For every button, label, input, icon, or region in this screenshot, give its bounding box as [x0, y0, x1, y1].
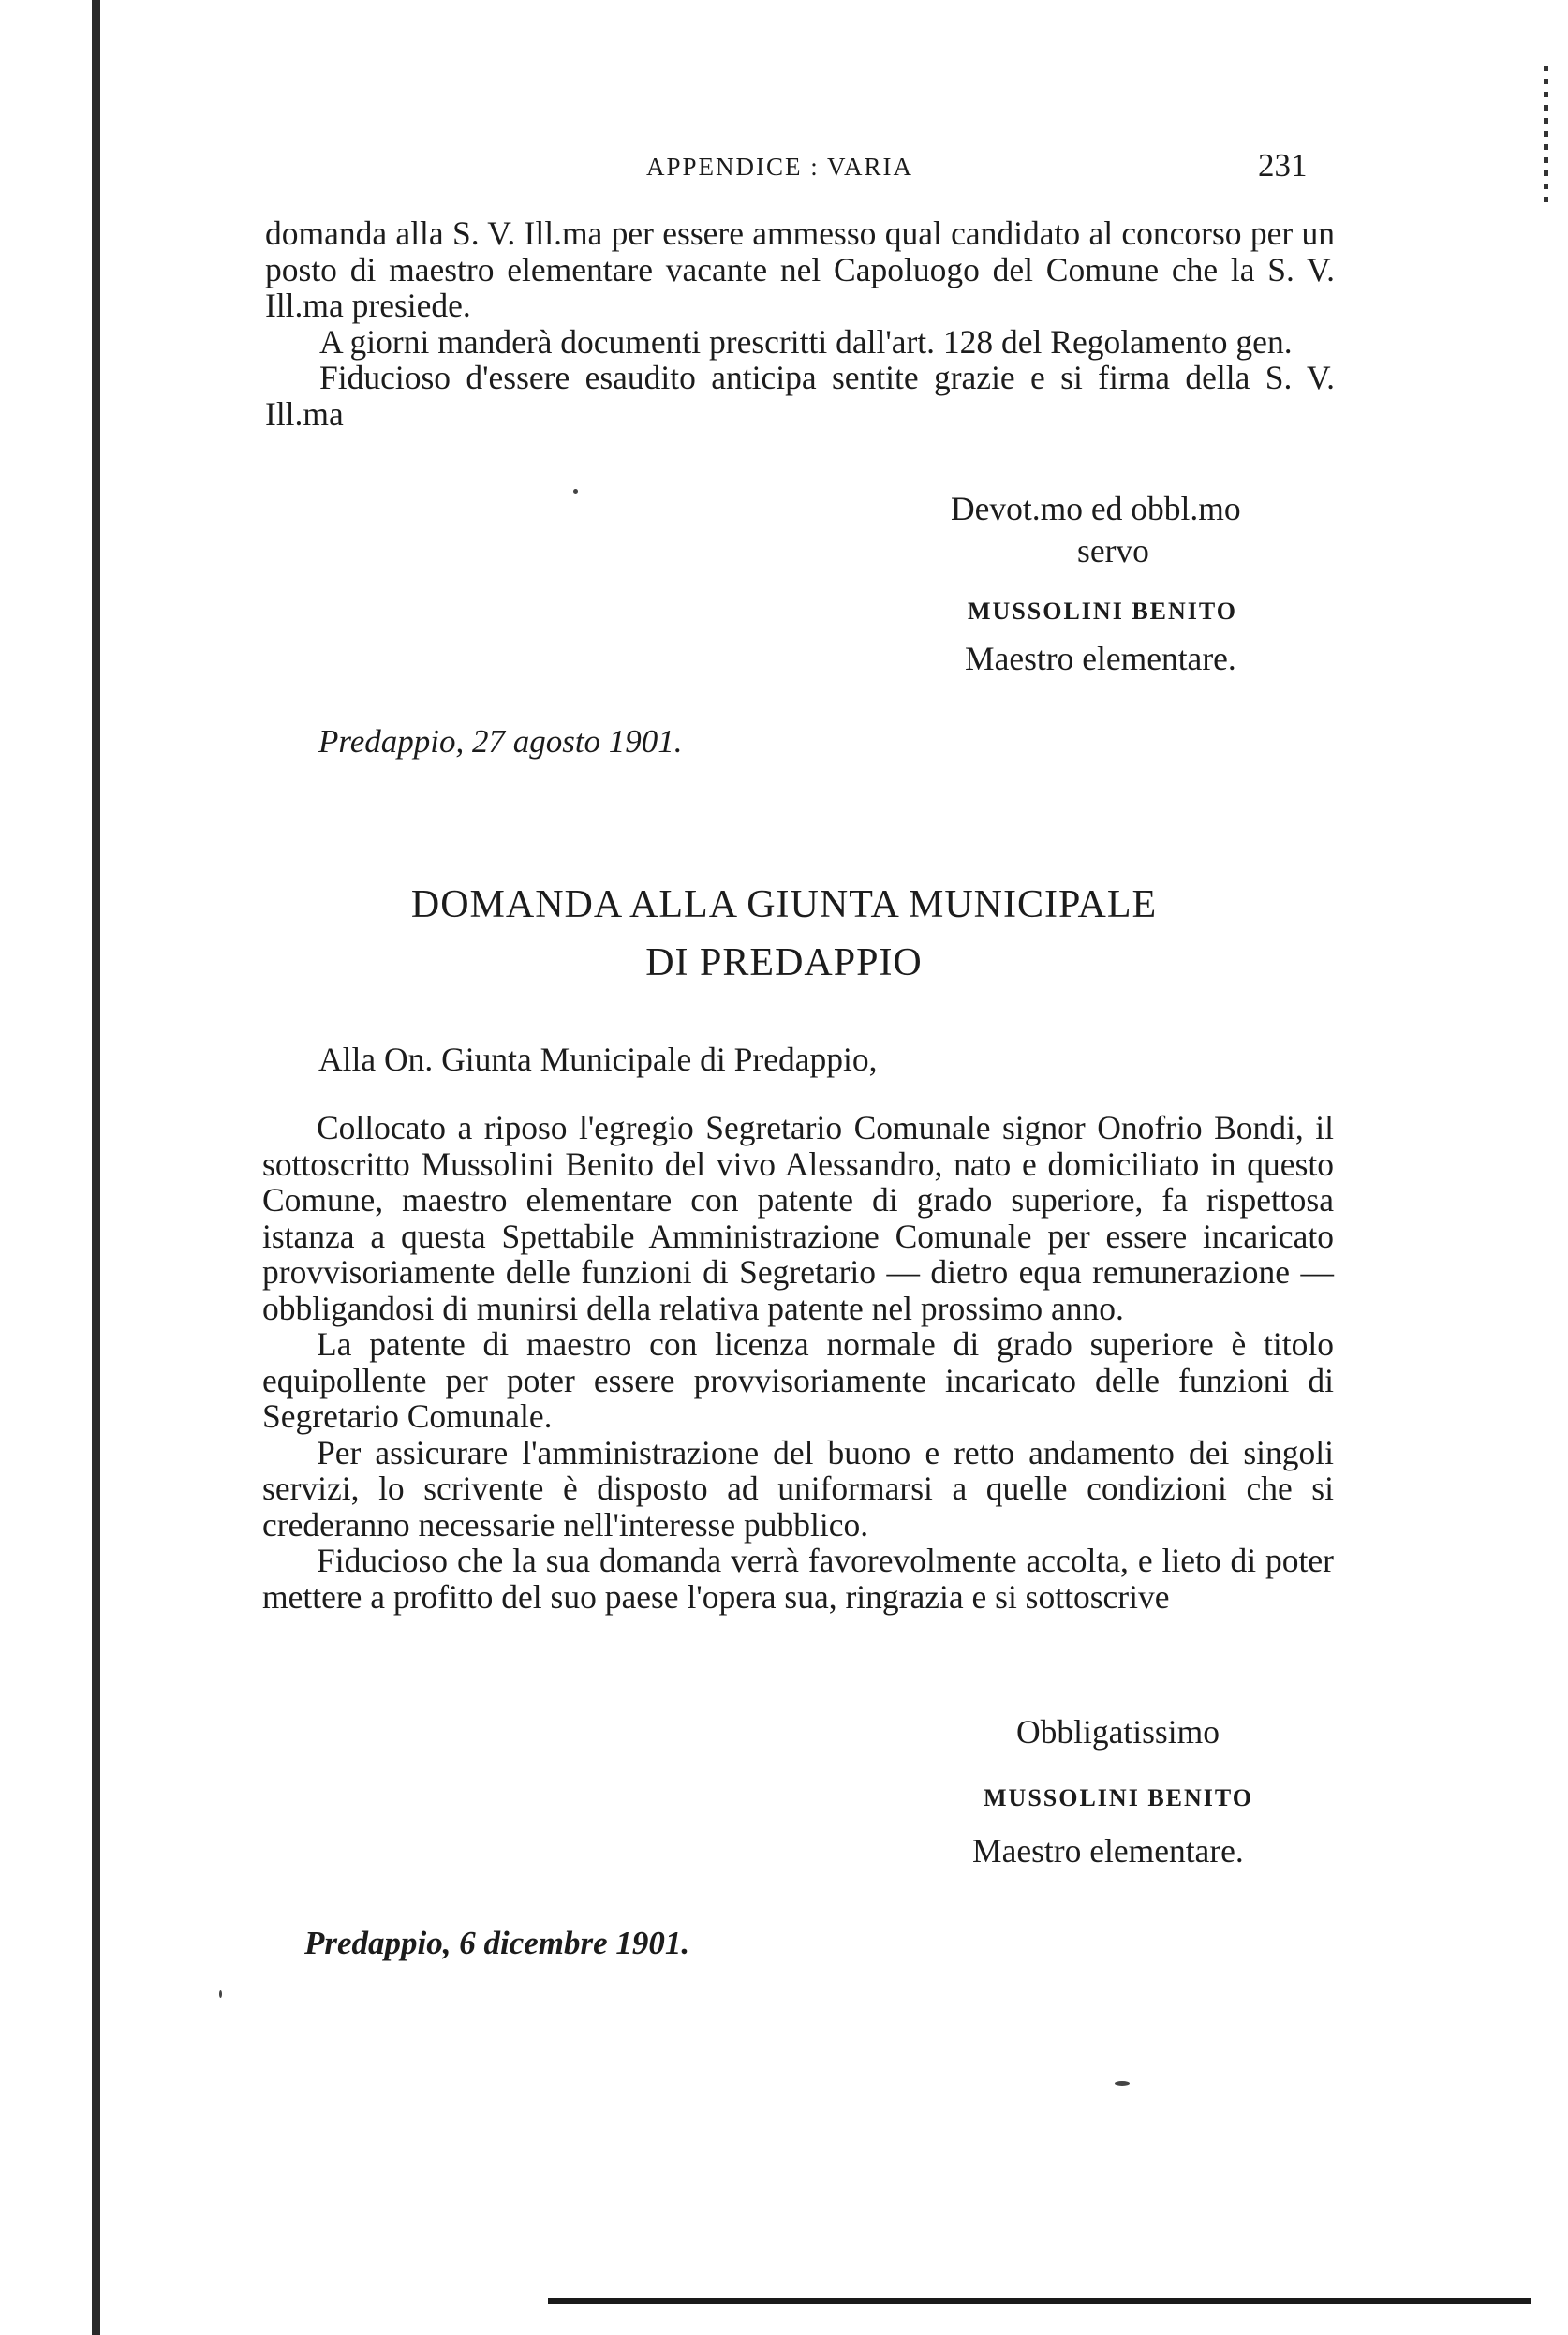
letter1-closing-line1: Devot.mo ed obbl.mo [951, 490, 1241, 527]
letter1-paragraph: Fiducioso d'essere esaudito anticipa sentite grazie e si firma della S. V. Ill.ma [265, 359, 1335, 433]
bottom-rule [548, 2298, 1531, 2304]
scan-speck [1115, 2081, 1130, 2086]
letter2-signature-name: MUSSOLINI BENITO [984, 1784, 1253, 1811]
letter1-date: Predappio, 27 agosto 1901. [318, 723, 683, 760]
letter1-paragraph: A giorni manderà documenti prescritti dall'art. 128 del Regolamento gen. [319, 322, 1293, 361]
letter2-signature-title: Maestro elementare. [972, 1832, 1244, 1869]
letter1-closing-line2: servo [1077, 532, 1149, 569]
letter2-paragraph: Per assicurare l'amministrazione del buono e retto andamento dei singoli servizi, lo scrivente è disposto ad uniformarsi a quelle condizioni che si crederanno necessarie nell'interesse pubblico. [262, 1433, 1334, 1544]
scan-speck [573, 489, 578, 494]
letter1-signature-title: Maestro elementare. [965, 640, 1236, 677]
letter2-title-line2: DI PREDAPPIO [645, 941, 923, 984]
letter2-paragraph: Fiducioso che la sua domanda verrà favorevolmente accolta, e lieto di poter mettere a profitto del suo paese l'opera sua, ringrazia e si sottoscrive [262, 1542, 1334, 1616]
letter1-body [265, 215, 1335, 432]
running-head: APPENDICE : VARIA [646, 153, 914, 181]
letter2-title-line1: DOMANDA ALLA GIUNTA MUNICIPALE [410, 883, 1158, 926]
letter2-closing: Obbligatissimo [1016, 1713, 1220, 1751]
letter1-signature-name: MUSSOLINI BENITO [968, 598, 1237, 625]
letter2-paragraph: La patente di maestro con licenza normale di grado superiore è titolo equipollente per poter essere provvisoriamente incaricato delle funzioni di Segretario Comunale. [262, 1325, 1334, 1435]
letter2-body [262, 1110, 1334, 1615]
page-number: 231 [1258, 147, 1308, 184]
scan-edge-left [92, 0, 100, 2335]
letter1-paragraph: domanda alla S. V. Ill.ma per essere ammesso qual candidato al concorso per un posto di maestro elementare vacante nel Capoluogo del Comune che la S. V. Ill.ma presiede. [265, 214, 1335, 324]
letter2-salutation: Alla On. Giunta Municipale di Predappio, [318, 1041, 878, 1078]
letter2-date: Predappio, 6 dicembre 1901. [304, 1925, 690, 1961]
page-header [0, 147, 1568, 190]
scan-speck [219, 1990, 222, 1998]
letter2-paragraph: Collocato a riposo l'egregio Segretario Comunale signor Onofrio Bondi, il sottoscritto Mussolini Benito del vivo Alessandro, nato e domiciliato in questo Comune, maestro elementare con patente di grado superiore, fa rispettosa istanza a questa Spettabile Amministrazione Comunale per essere incaricato provvisoriamente delle funzioni di Segretario — dietro equa remunerazione — obbligandosi di munirsi della relativa patente nel prossimo anno. [262, 1109, 1334, 1327]
